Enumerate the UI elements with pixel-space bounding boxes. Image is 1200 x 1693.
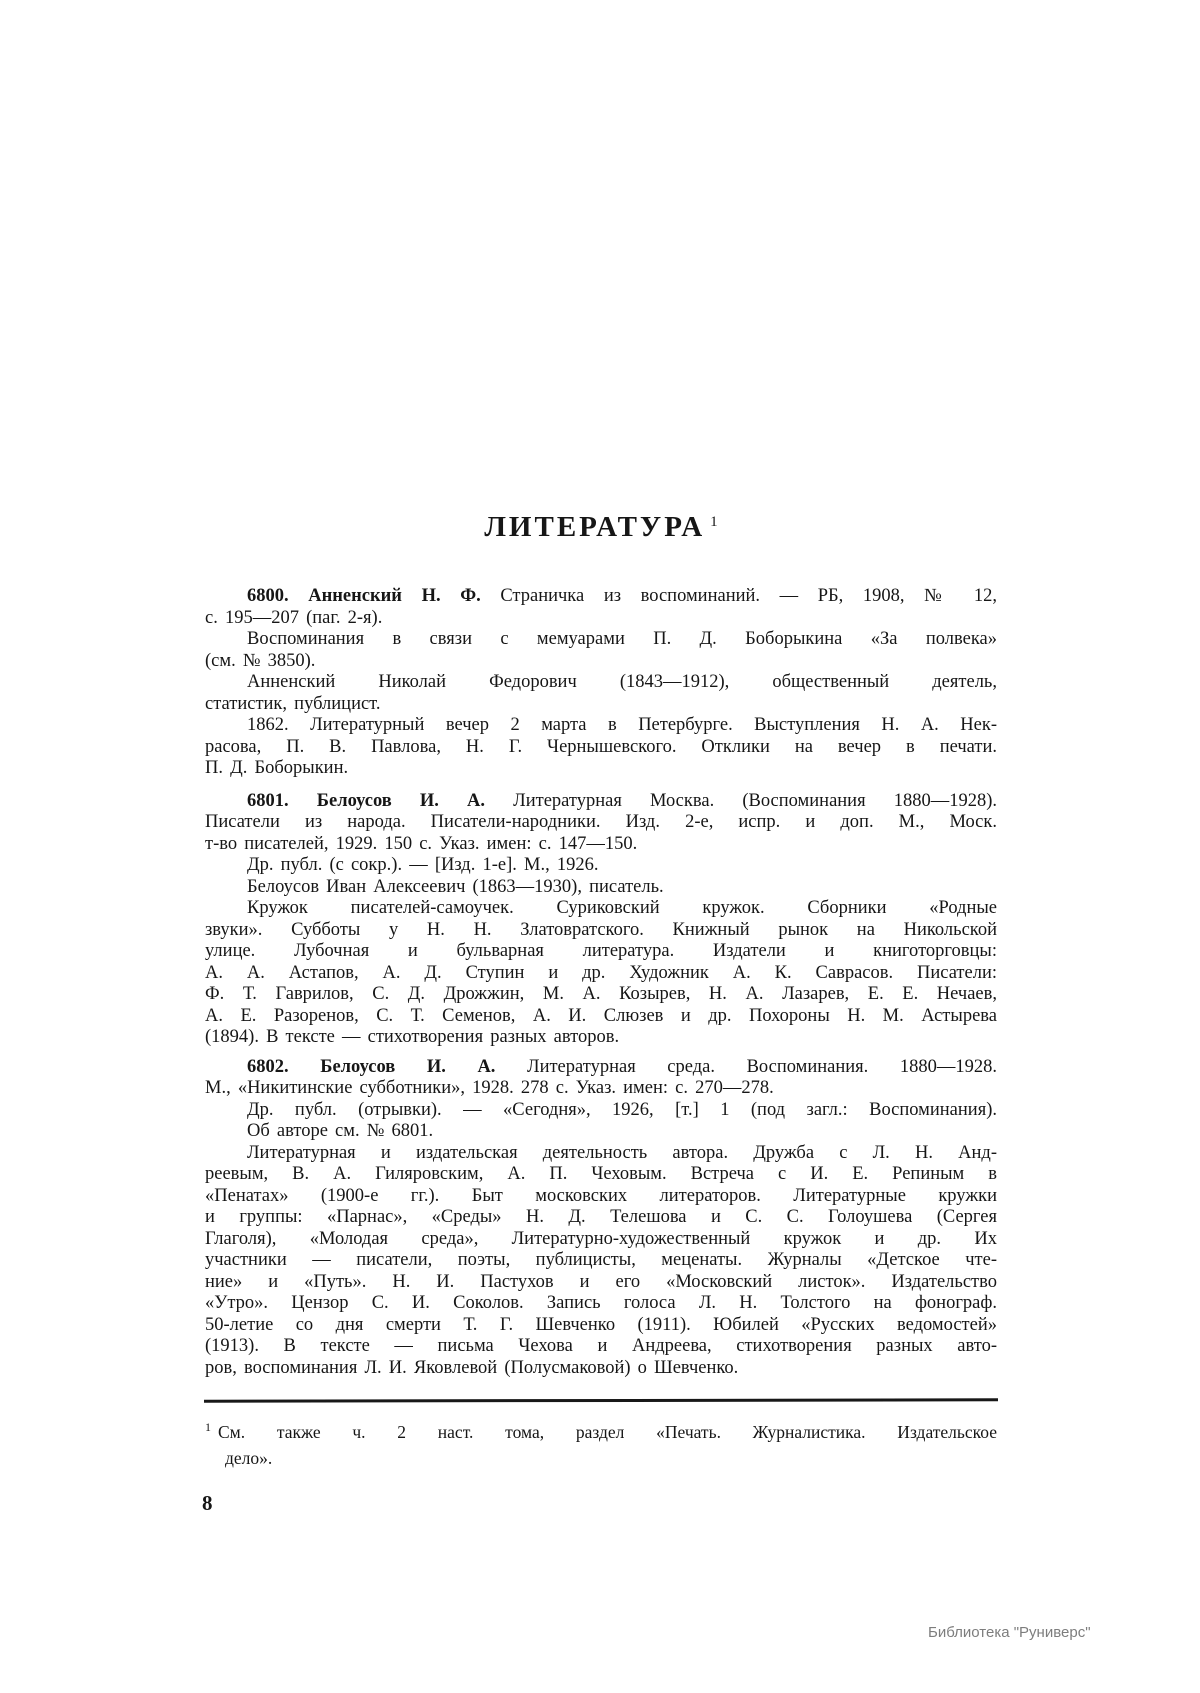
text-line: (1913). В тексте — письма Чехова и Андреева, стихотворения разных авто- (205, 1336, 997, 1356)
entry-heading-line (205, 791, 997, 813)
text-line: 1862. Литературный вечер 2 марта в Петербурге. Выступления Н. А. Нек- (247, 715, 997, 735)
text-line: Об авторе см. № 6801. (247, 1121, 434, 1141)
runivers-library-watermark: Библиотека "Руниверс" (928, 1624, 1091, 1641)
text-line: Белоусов Иван Алексеевич (1863—1930), писатель. (247, 876, 664, 897)
entry-heading-rest: Литературная Москва. (Воспоминания 1880—1928). (485, 790, 997, 811)
text-line: М., «Никитинские субботники», 1928. 278 с. Указ. имен: с. 270—278. (205, 1078, 774, 1098)
footnote-line (205, 1414, 997, 1445)
text-line: «Пенатах» (1900-е гг.). Быт московских литераторов. Литературные кружки (205, 1185, 997, 1206)
entry-number-author: 6800. Анненский Н. Ф. (247, 586, 481, 606)
entry-heading-rest: Литературная среда. Воспоминания. 1880—1928. (495, 1056, 997, 1077)
text-line: Литературная и издательская деятельность автора. Дружба с Л. Н. Анд- (247, 1142, 997, 1163)
text-line: А. А. Астапов, А. Д. Ступин и др. Художник А. К. Саврасов. Писатели: (205, 962, 997, 983)
text-line: ние» и «Путь». Н. И. Пастухов и его «Московский листок». Издательство (205, 1271, 997, 1292)
text-line: Глаголя), «Молодая среда», Литературно-художественный кружок и др. Их (205, 1228, 997, 1249)
text-line: и группы: «Парнас», «Среды» Н. Д. Телешова и С. С. Голоушева (Сергея (205, 1207, 997, 1227)
text-line: (см. № 3850). (205, 650, 316, 671)
page-title (205, 511, 997, 544)
text-line: А. Е. Разоренов, С. Т. Семенов, А. И. Слюзев и др. Похороны Н. М. Астырева (205, 1005, 997, 1026)
text-line: Кружок писателей-самоучек. Суриковский кружок. Сборники «Родные (247, 898, 997, 918)
page-title-text: ЛИТЕРАТУРА (484, 511, 706, 544)
text-line: ров, воспоминания Л. И. Яковлевой (Полусмаковой) о Шевченко. (205, 1357, 739, 1378)
text-line: Др. публ. (отрывки). — «Сегодня», 1926, [т.] 1 (под загл.: Воспоминания). (247, 1099, 997, 1120)
footnote-line: дело». (225, 1447, 273, 1468)
entry-heading-rest: Страничка из воспоминаний. — РБ, 1908, № 12, (480, 586, 997, 606)
entry-heading-line (205, 1057, 997, 1079)
entry-number-author: 6801. Белоусов И. А. (247, 790, 486, 811)
text-line: Воспоминания в связи с мемуарами П. Д. Боборыкина «За полвека» (247, 629, 997, 649)
entry-6800 (205, 586, 997, 780)
footnote-marker: 1 (205, 1420, 211, 1434)
footnote-text: См. также ч. 2 наст. тома, раздел «Печать. Журналистика. Издательское (218, 1421, 997, 1442)
entry-number-author: 6802. Белоусов И. А. (247, 1056, 496, 1077)
text-line: реевым, В. А. Гиляровским, А. П. Чеховым. Встреча с И. Е. Репиным в (205, 1164, 997, 1184)
text-line: участники — писатели, поэты, публицисты, меценаты. Журналы «Детское чте- (205, 1250, 997, 1270)
entry-heading-line (205, 586, 997, 608)
text-line: «Утро». Цензор С. И. Соколов. Запись голоса Л. Н. Толстого на фонограф. (205, 1293, 997, 1313)
text-line: статистик, публицист. (205, 693, 381, 714)
text-line: улице. Лубочная и бульварная литература. Издатели и книготорговцы: (205, 941, 997, 961)
page-number: 8 (202, 1491, 213, 1515)
entry-6801 (205, 791, 997, 1049)
bibliography-content (205, 586, 997, 1379)
text-line: Ф. Т. Гаврилов, С. Д. Дрожжин, М. А. Козырев, Н. А. Лазарев, Е. Е. Нечаев, (205, 984, 997, 1004)
text-line: (1894). В тексте — стихотворения разных авторов. (205, 1027, 620, 1047)
text-line: Анненский Николай Федорович (1843—1912), общественный деятель, (247, 672, 997, 692)
text-line: 50-летие со дня смерти Т. Г. Шевченко (1911). Юбилей «Русских ведомостей» (205, 1314, 997, 1335)
text-line: т-во писателей, 1929. 150 с. Указ. имен: с. 147—150. (205, 833, 638, 854)
text-line: П. Д. Боборыкин. (205, 758, 349, 778)
text-line: с. 195—207 (паг. 2-я). (205, 607, 383, 628)
footnote (205, 1414, 997, 1471)
text-line: звуки». Субботы у Н. Н. Златовратского. Книжный рынок на Никольской (205, 919, 997, 940)
text-line: расова, П. В. Павлова, Н. Г. Чернышевского. Отклики на вечер в печати. (205, 736, 997, 757)
footnote-divider (204, 1398, 998, 1402)
text-line: Писатели из народа. Писатели-народники. Изд. 2-е, испр. и доп. М., Моск. (205, 812, 997, 832)
entry-6802 (205, 1057, 997, 1380)
text-line: Др. публ. (с сокр.). — [Изд. 1-е]. М., 1926. (247, 855, 599, 875)
title-footnote-ref: 1 (710, 513, 718, 530)
